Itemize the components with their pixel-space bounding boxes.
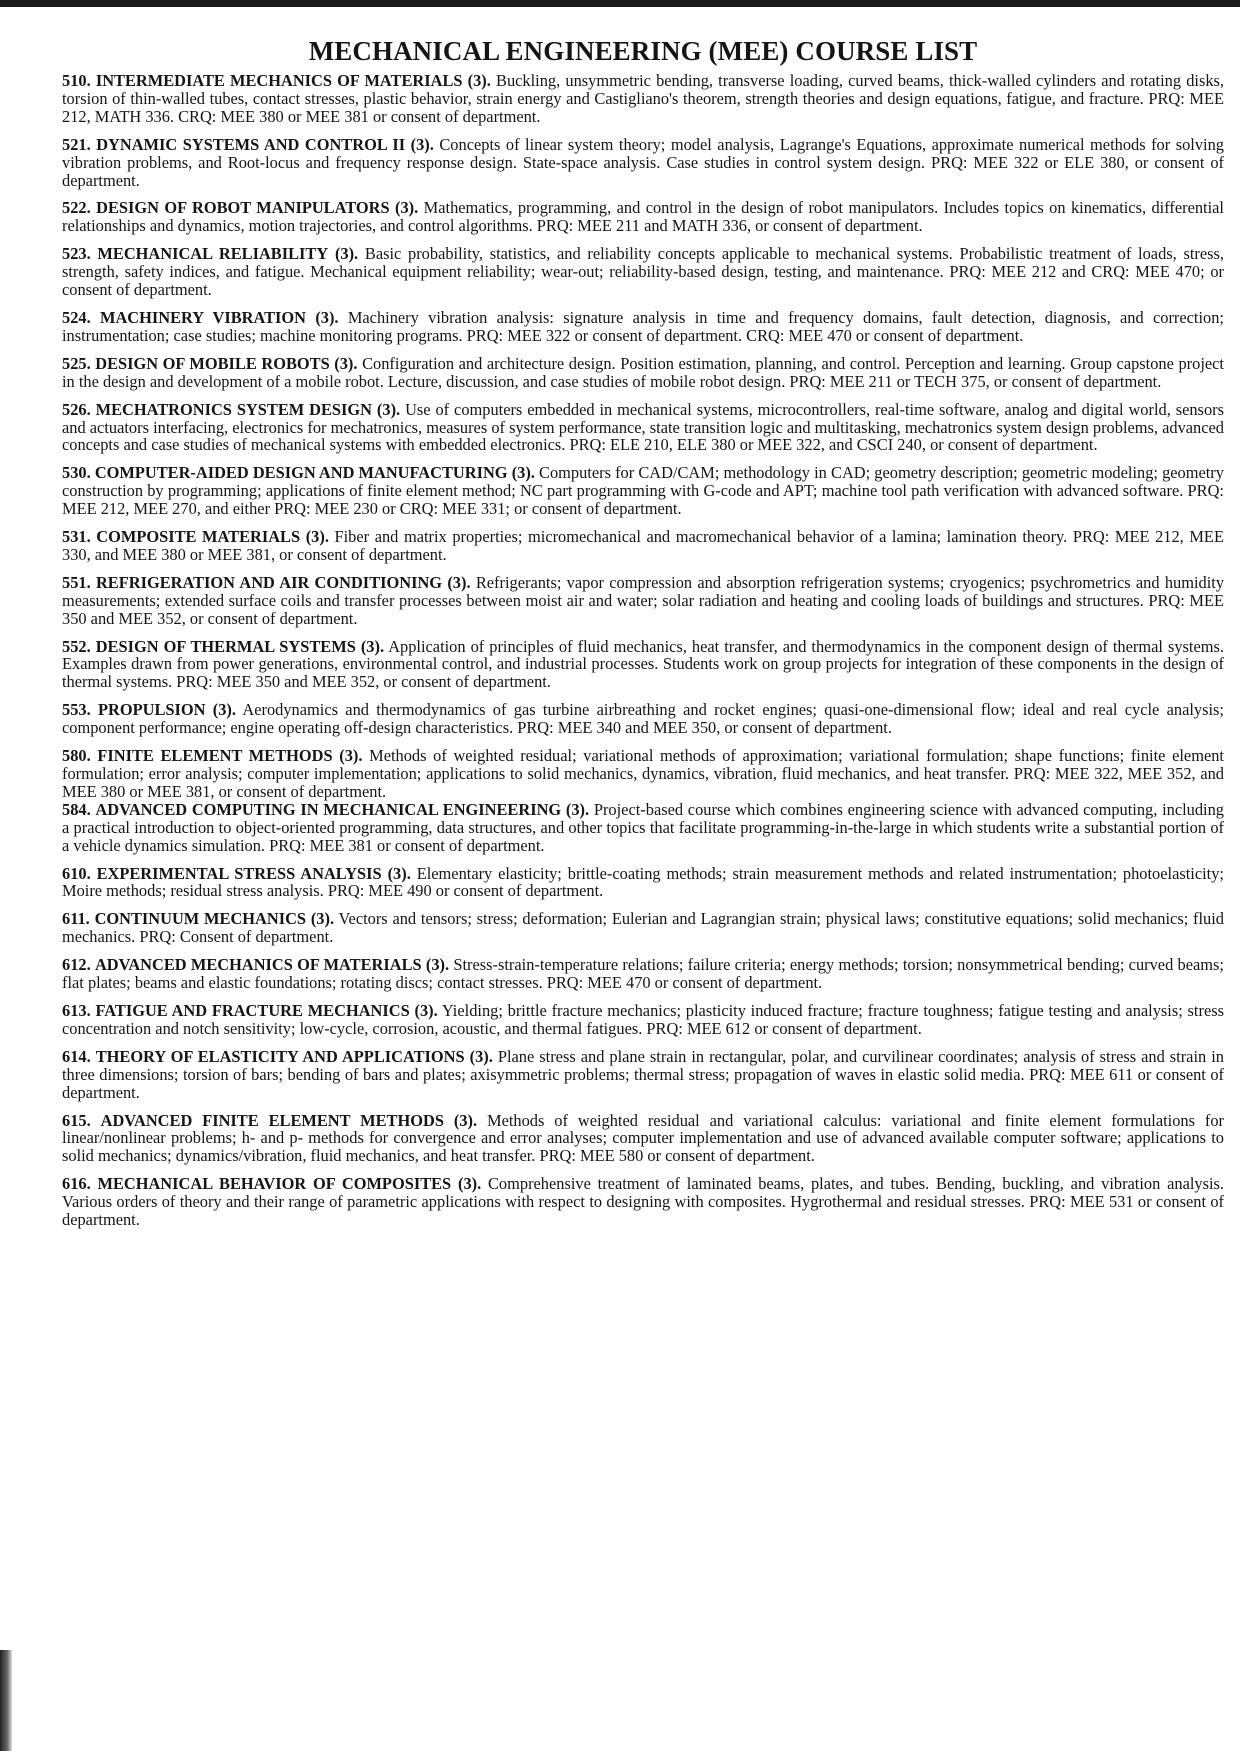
course-number: 524. bbox=[62, 307, 91, 327]
course-entry bbox=[62, 528, 1224, 564]
course-title: DESIGN OF MOBILE ROBOTS bbox=[95, 353, 330, 373]
course-credits: (3). bbox=[565, 799, 590, 819]
course-title: DESIGN OF THERMAL SYSTEMS bbox=[95, 636, 356, 656]
course-entry bbox=[62, 309, 1224, 345]
course-entry bbox=[62, 574, 1224, 628]
course-entry bbox=[62, 865, 1224, 901]
course-number: 510. bbox=[62, 71, 91, 90]
course-entry bbox=[62, 355, 1224, 391]
course-title: CONTINUUM MECHANICS bbox=[94, 909, 307, 929]
course-title: COMPOSITE MATERIALS bbox=[96, 527, 301, 547]
course-credits: (3). bbox=[511, 463, 535, 483]
course-number: 525. bbox=[62, 353, 91, 373]
course-credits: (3). bbox=[395, 198, 419, 218]
course-entry bbox=[62, 199, 1224, 235]
course-credits: (3). bbox=[360, 636, 385, 656]
course-number: 531. bbox=[62, 527, 91, 547]
course-entry bbox=[62, 638, 1224, 692]
course-entry bbox=[62, 1002, 1224, 1038]
course-description: Basic probability, statistics, and reliability concepts applicable to mechanical systems. Probabilistic treatment of loads, stress, strength, safety indices, and fatigue. Mechanical equipment reliability; wear-out; reliability-based design, testing, and maintenance. PRQ: MEE 212 and CRQ: MEE 470; or consent of department. bbox=[62, 244, 1224, 300]
course-title: ADVANCED MECHANICS OF MATERIALS bbox=[94, 955, 422, 975]
course-description: Stress-strain-temperature relations; failure criteria; energy methods; torsion; nonsymmetrical bending; curved beams; flat plates; beams and elastic foundations; rotating discs; contact stresses. PRQ: MEE 470 or consent of department. bbox=[62, 955, 1224, 993]
course-title: FATIGUE AND FRACTURE MECHANICS bbox=[95, 1000, 410, 1020]
course-description: Mathematics, programming, and control in the design of robot manipulators. Includes topics on kinematics, differential relationships and dynamics, motion trajectories, and control algorithms. PRQ: MEE 211 and MATH 336, or consent of department. bbox=[62, 198, 1224, 236]
course-title: REFRIGERATION AND AIR CONDITIONING bbox=[95, 572, 443, 592]
course-credits: (3). bbox=[447, 572, 471, 592]
course-entry bbox=[62, 464, 1224, 518]
course-entry bbox=[62, 245, 1224, 299]
course-number: 610. bbox=[62, 863, 91, 883]
course-number: 616. bbox=[62, 1174, 91, 1194]
course-number: 614. bbox=[62, 1046, 91, 1066]
course-title: INTERMEDIATE MECHANICS OF MATERIALS bbox=[95, 71, 463, 90]
course-credits: (3). bbox=[425, 955, 450, 975]
course-number: 552. bbox=[62, 636, 91, 656]
course-description: Comprehensive treatment of laminated beams, plates, and tubes. Bending, buckling, and vibration analysis. Various orders of theory and their range of parametric applications with respect to designing with composites. Hygrothermal and residual stresses. PRQ: MEE 531 or consent of department. bbox=[62, 1174, 1224, 1230]
course-credits: (3). bbox=[457, 1174, 482, 1194]
course-credits: (3). bbox=[414, 1000, 438, 1020]
course-number: 530. bbox=[62, 463, 91, 483]
course-title: DESIGN OF ROBOT MANIPULATORS bbox=[96, 198, 390, 218]
course-description: Refrigerants; vapor compression and absorption refrigeration systems; cryogenics; psychrometrics and humidity measurements; extended surface coils and transfer processes between moist air and water; solar radiation and heating and cooling loads of buildings and structures. PRQ: MEE 350 and MEE 352, or consent of department. bbox=[62, 572, 1225, 628]
course-credits: (3). bbox=[315, 307, 339, 327]
course-number: 551. bbox=[62, 572, 91, 592]
course-credits: (3). bbox=[334, 353, 358, 373]
course-number: 521. bbox=[62, 134, 91, 154]
course-title: THEORY OF ELASTICITY AND APPLICATIONS bbox=[95, 1046, 465, 1066]
course-title: MECHATRONICS SYSTEM DESIGN bbox=[95, 399, 372, 419]
page-title: MECHANICAL ENGINEERING (MEE) COURSE LIST bbox=[308, 36, 978, 66]
course-entry bbox=[62, 136, 1224, 190]
course-entry bbox=[62, 72, 1224, 126]
course-credits: (3). bbox=[467, 71, 491, 90]
course-entry bbox=[62, 701, 1224, 737]
course-description: Buckling, unsymmetric bending, transverse loading, curved beams, thick-walled cylinders and rotating disks, torsion of thin-walled tubes, contact stresses, plastic behavior, strain energy and Castigliano's theorem, strength theories and design equations, fatigue, and fracture. PRQ: MEE 212, MATH 336. CRQ: MEE 380 or MEE 381 or consent of department. bbox=[62, 71, 1225, 126]
course-list-page bbox=[62, 34, 1224, 1239]
course-number: 522. bbox=[62, 198, 91, 218]
course-description: Yielding; brittle fracture mechanics; plasticity induced fracture; fracture toughness; fatigue testing and analysis; stress concentration and notch sensitivity; low-cycle, corrosion, acoustic, and thermal fatigues. PRQ: MEE 612 or consent of department. bbox=[62, 1000, 1224, 1038]
course-title: EXPERIMENTAL STRESS ANALYSIS bbox=[96, 863, 382, 883]
course-number: 613. bbox=[62, 1000, 91, 1020]
course-number: 611. bbox=[62, 909, 90, 929]
course-credits: (3). bbox=[212, 700, 236, 720]
course-description: Methods of weighted residual and variational calculus: variational and finite element formulations for linear/nonlinear problems; h- and p- methods for convergence and error analyses; computer implementation and use of advanced available computer software; applications to solid mechanics; dynamics/vibration, fluid mechanics, and heat transfer. PRQ: MEE 580 or consent of department. bbox=[62, 1110, 1224, 1166]
course-description: Fiber and matrix properties; micromechanical and macromechanical behavior of a lamina; lamination theory. PRQ: MEE 212, MEE 330, and MEE 380 or MEE 381, or consent of department. bbox=[62, 527, 1224, 564]
course-entry bbox=[62, 1048, 1224, 1102]
course-description: Machinery vibration analysis: signature analysis in time and frequency domains, fault detection, diagnosis, and correction; instrumentation; case studies; machine monitoring programs. PRQ: MEE 322 or consent of department. CRQ: MEE 470 or consent of department. bbox=[62, 307, 1224, 345]
course-number: 584. bbox=[62, 799, 91, 819]
course-title: ADVANCED FINITE ELEMENT METHODS bbox=[100, 1110, 444, 1130]
course-entry bbox=[62, 401, 1224, 455]
course-entry bbox=[62, 801, 1224, 855]
course-description: Aerodynamics and thermodynamics of gas turbine airbreathing and rocket engines; quasi-one-dimensional flow; ideal and real cycle analysis; component performance; engine operating off-design characteristics. PRQ: MEE 340 and MEE 350, or consent of department. bbox=[62, 700, 1224, 738]
course-description: Use of computers embedded in mechanical systems, microcontrollers, real-time software, analog and digital world, sensors and actuators interfacing, electronics for mechatronics, measures of system performance, state transition logic and multitasking, mechatronics system design problems, advanced concepts and case studies of mechanical systems with embedded electronics. PRQ: ELE 210, ELE 380 or MEE 322, and CSCI 240, or consent of department. bbox=[62, 399, 1224, 455]
course-title: MECHANICAL BEHAVIOR OF COMPOSITES bbox=[97, 1174, 452, 1194]
course-title: DYNAMIC SYSTEMS AND CONTROL II bbox=[96, 134, 406, 154]
course-credits: (3). bbox=[376, 399, 401, 419]
course-entry bbox=[62, 956, 1224, 992]
course-credits: (3). bbox=[469, 1046, 493, 1066]
course-number: 553. bbox=[62, 700, 91, 720]
course-credits: (3). bbox=[310, 909, 335, 929]
course-description: Plane stress and plane strain in rectangular, polar, and curvilinear coordinates; analysis of stress and strain in three dimensions; torsion of bars; bending of bars and plates; axisymmetric problems; thermal stress; propagation of waves in elastic solid media. PRQ: MEE 611 or consent of department. bbox=[62, 1046, 1224, 1102]
course-description: Concepts of linear system theory; model analysis, Lagrange's Equations, approximate numerical methods for solving vibration problems, and Root-locus and frequency response design. State-space analysis. Case studies in control system design. PRQ: MEE 322 or ELE 380, or consent of department. bbox=[62, 134, 1224, 190]
course-credits: (3). bbox=[305, 527, 329, 547]
scan-binding-mark bbox=[0, 1650, 12, 1751]
course-entry bbox=[62, 747, 1224, 801]
course-entry bbox=[62, 910, 1224, 946]
course-list bbox=[62, 72, 1224, 1229]
course-title: MACHINERY VIBRATION bbox=[99, 307, 307, 327]
course-description: Methods of weighted residual; variational methods of approximation; variational formulation; shape functions; finite element formulation; error analysis; computer implementation; applications to solid mechanics, dynamics, vibration, fluid mechanics, and heat transfer. PRQ: MEE 322, MEE 352, and MEE 380 or MEE 381, or consent of department. bbox=[62, 746, 1224, 801]
course-number: 615. bbox=[62, 1110, 91, 1130]
course-credits: (3). bbox=[387, 863, 411, 883]
course-title: COMPUTER-AIDED DESIGN AND MANUFACTURING bbox=[94, 463, 508, 483]
course-credits: (3). bbox=[334, 244, 359, 264]
course-title: FINITE ELEMENT METHODS bbox=[97, 746, 333, 766]
course-number: 523. bbox=[62, 244, 91, 264]
course-number: 612. bbox=[62, 955, 91, 975]
course-entry bbox=[62, 1112, 1224, 1166]
course-description: Configuration and architecture design. Position estimation, planning, and control. Perception and learning. Group capstone project in the design and development of a mobile robot. Lecture, discussion, and case studies of mobile robot design. PRQ: MEE 211 or TECH 375, or consent of department. bbox=[62, 353, 1224, 391]
course-title: MECHANICAL RELIABILITY bbox=[97, 244, 329, 264]
course-entry bbox=[62, 1175, 1224, 1229]
course-credits: (3). bbox=[453, 1110, 478, 1130]
course-credits: (3). bbox=[339, 746, 363, 766]
course-description: Vectors and tensors; stress; deformation; Eulerian and Lagrangian strain; physical laws; constitutive equations; solid mechanics; fluid mechanics. PRQ: Consent of department. bbox=[62, 909, 1224, 947]
course-number: 526. bbox=[62, 399, 91, 419]
course-description: Elementary elasticity; brittle-coating methods; strain measurement methods and related instrumentation; photoelasticity; Moire methods; residual stress analysis. PRQ: MEE 490 or consent of department. bbox=[62, 863, 1224, 901]
course-description: Project-based course which combines engineering science with advanced computing, including a practical introduction to object-oriented programming, data structures, and other topics that facilitate programming-in-the-large in which students write a substantial portion of a vehicle dynamics simulation. PRQ: MEE 381 or consent of department. bbox=[62, 799, 1224, 855]
course-credits: (3). bbox=[410, 134, 434, 154]
scan-top-edge bbox=[0, 0, 1240, 7]
course-description: Computers for CAD/CAM; methodology in CAD; geometry description; geometric modeling; geometry construction by programming; applications of finite element method; NC part programming with G-code and APT; machine tool path verification with advanced software. PRQ: MEE 212, MEE 270, and either PRQ: MEE 230 or CRQ: MEE 331; or consent of department. bbox=[62, 463, 1224, 519]
course-title: PROPULSION bbox=[98, 700, 206, 720]
course-number: 580. bbox=[62, 746, 91, 766]
course-description: Application of principles of fluid mechanics, heat transfer, and thermodynamics in the component design of thermal systems. Examples drawn from power generations, environmental control, and industrial processes. Students work on group projects for integration of these components in the design of thermal systems. PRQ: MEE 350 and MEE 352, or consent of department. bbox=[62, 636, 1224, 692]
course-title: ADVANCED COMPUTING IN MECHANICAL ENGINEERING bbox=[95, 799, 562, 819]
